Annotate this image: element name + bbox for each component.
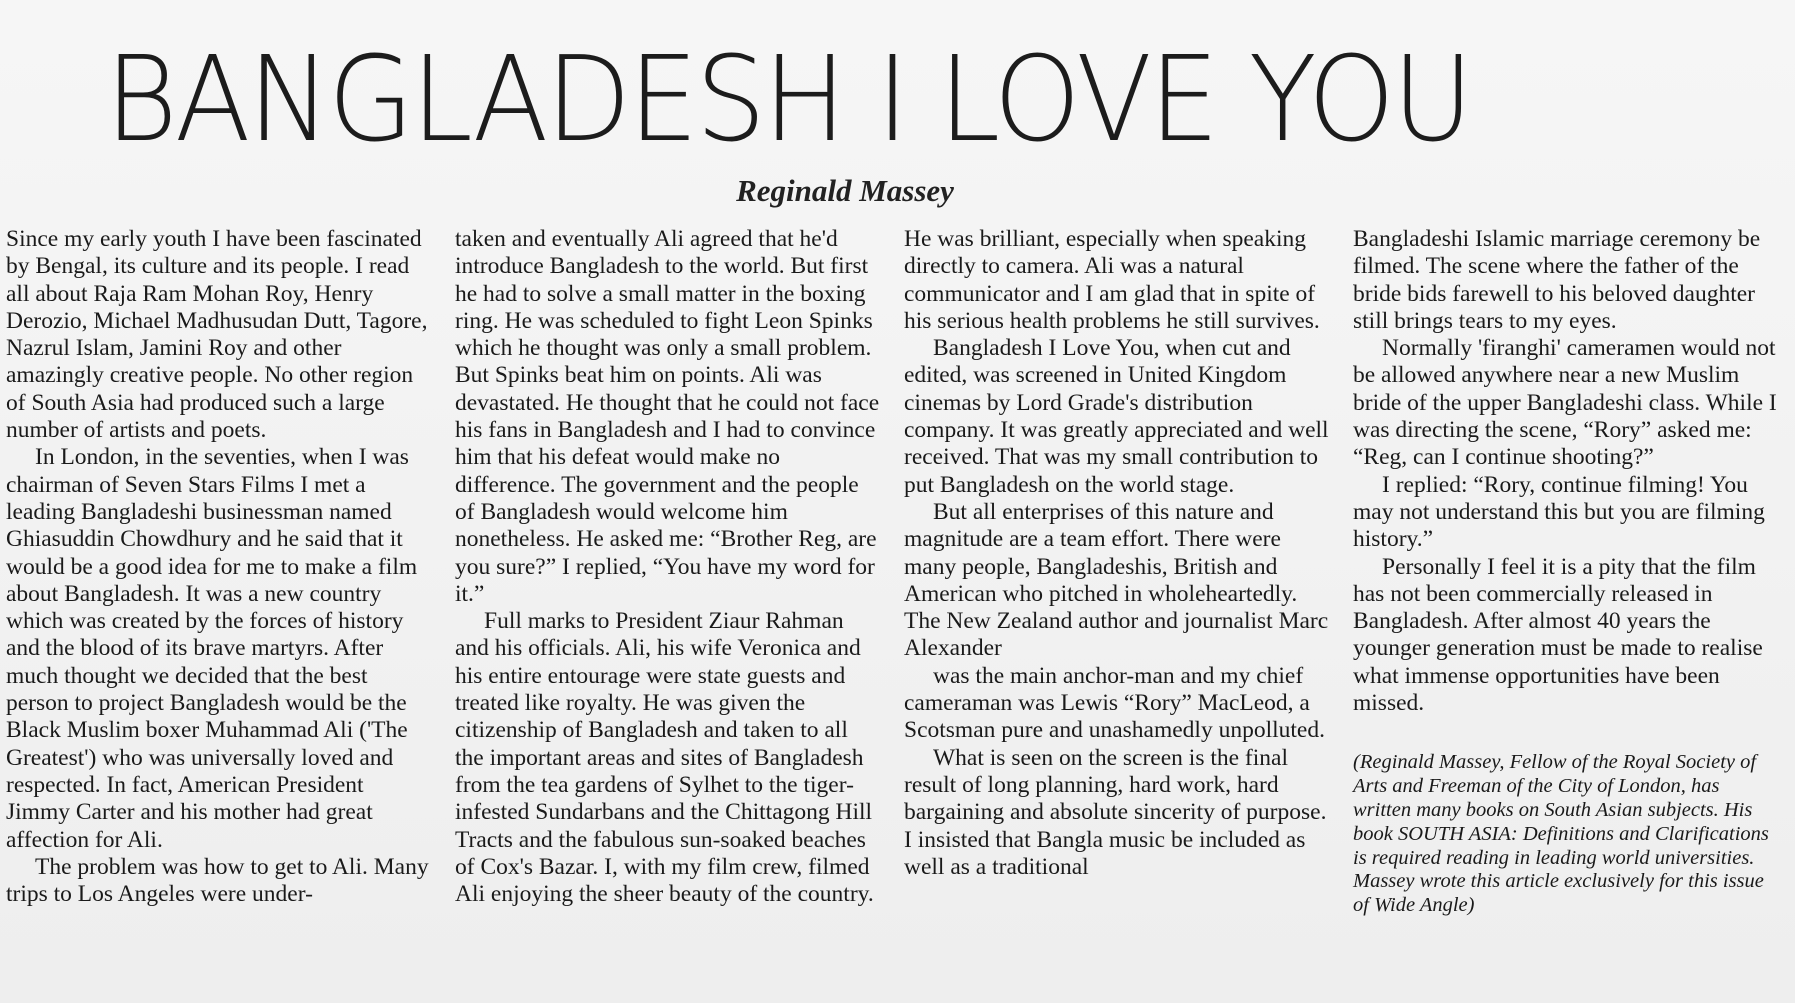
paragraph: Since my early youth I have been fascinated by Bengal, its culture and its people. I read all about Raja Ram Mohan Roy, Henry Derozio, Michael Madhusudan Dutt, Tagore, Nazrul Islam, Jamini Roy and other amazingly creative people. No other region of South Asia had produced such a large number of artists and poets.: [6, 226, 428, 444]
paragraph: Normally 'firanghi' cameramen would not be allowed anywhere near a new Muslim bride of the upper Bangladeshi class. While I was directing the scene, “Rory” asked me: “Reg, can I continue shooting?”: [1353, 335, 1777, 471]
author-note: (Reginald Massey, Fellow of the Royal Society of Arts and Freeman of the City of London, has written many books on South Asian subjects. His book SOUTH ASIA: Definitions and Clarifications is required reading in leading world universities. Massey wrote this article exclusively for this issue of Wide Angle): [1353, 751, 1769, 917]
article-body: [6, 226, 1786, 996]
paragraph: The problem was how to get to Ali. Many trips to Los Angeles were under-: [6, 853, 429, 908]
article-byline: Reginald Massey: [736, 173, 954, 208]
paragraph: I replied: “Rory, continue filming! You may not understand this but you are filming history.”: [1353, 471, 1765, 553]
text-column-1: [6, 226, 431, 908]
text-column-4: [1353, 226, 1778, 918]
text-column-2: [455, 226, 880, 908]
paragraph: was the main anchor-man and my chief cameraman was Lewis “Rory” MacLeod, a Scotsman pure and unashamedly unpolluted.: [904, 662, 1325, 744]
text-column-3: [904, 226, 1329, 881]
paragraph: In London, in the seventies, when I was chairman of Seven Stars Films I met a leading Bangladeshi businessman named Ghiasuddin Chowdhury and he said that it would be a good idea for me to make a film about Bangladesh. It was a new country which was created by the forces of history and the blood of its brave martyrs. After much thought we decided that the best person to project Bangladesh would be the Black Muslim boxer Muhammad Ali ('The Greatest') who was universally loved and respected. In fact, American President Jimmy Carter and his mother had great affection for Ali.: [6, 444, 418, 853]
paragraph: Bangladesh I Love You, when cut and edited, was screened in United Kingdom cinemas by Lord Grade's distribution company. It was greatly appreciated and well received. That was my small contribution to put Bangladesh on the world stage.: [904, 335, 1329, 498]
article-headline: BANGLADESH I LOVE YOU: [105, 30, 1471, 168]
paragraph: Bangladeshi Islamic marriage ceremony be filmed. The scene where the father of the bride bids farewell to his beloved daughter still brings tears to my eyes.: [1353, 226, 1761, 334]
paragraph: He was brilliant, especially when speaking directly to camera. Ali was a natural communicator and I am glad that in spite of his serious health problems he still survives.: [904, 226, 1320, 334]
paragraph: Full marks to President Ziaur Rahman and his officials. Ali, his wife Veronica and his entire entourage were state guests and treated like royalty. He was given the citizenship of Bangladesh and taken to all the important areas and sites of Bangladesh from the tea gardens of Sylhet to the tiger-infested Sundarbans and the Chittagong Hill Tracts and the fabulous sun-soaked beaches of Cox's Bazar. I, with my film crew, filmed Ali enjoying the sheer beauty of the country.: [455, 608, 874, 908]
paragraph: But all enterprises of this nature and magnitude are a team effort. There were many people, Bangladeshis, British and American who pitched in wholeheartedly. The New Zealand author and journalist Marc Alexander: [904, 498, 1329, 662]
paragraph: Personally I feel it is a pity that the film has not been commercially released in Bangladesh. After almost 40 years the younger generation must be made to realise what immense opportunities have been missed.: [1353, 553, 1763, 717]
paragraph: taken and eventually Ali agreed that he'd introduce Bangladesh to the world. But first he had to solve a small matter in the boxing ring. He was scheduled to fight Leon Spinks which he thought was only a small problem. But Spinks beat him on points. Ali was devastated. He thought that he could not face his fans in Bangladesh and I had to convince him that his defeat would make no difference. The government and the people of Bangladesh would welcome him nonetheless. He asked me: “Brother Reg, are you sure?” I replied, “You have my word for it.”: [455, 226, 880, 607]
paragraph: What is seen on the screen is the final result of long planning, hard work, hard bargaining and absolute sincerity of purpose. I insisted that Bangla music be included as well as a traditional: [904, 744, 1327, 880]
